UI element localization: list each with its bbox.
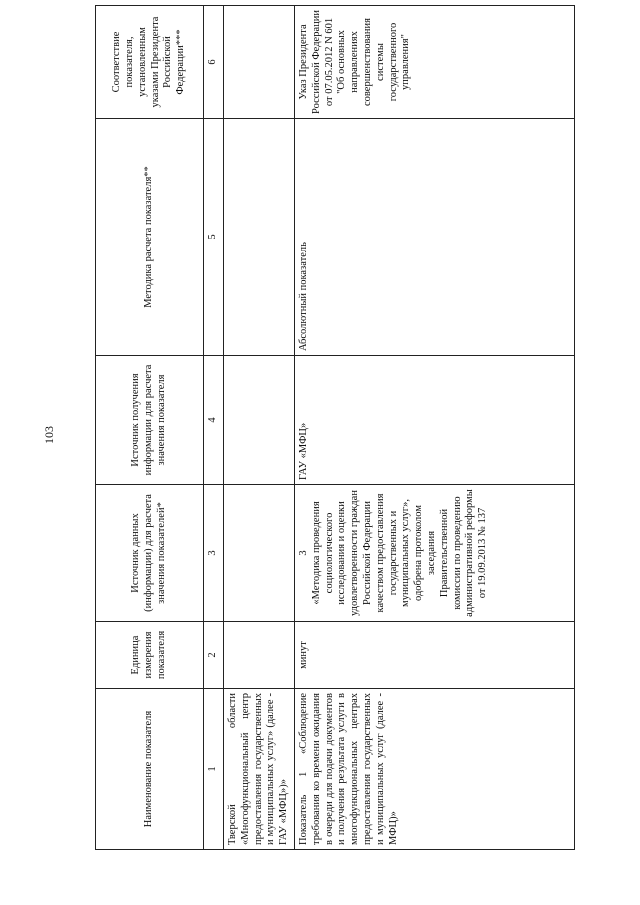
page-number: 103 [42, 426, 56, 444]
indicator-calc-method: Абсолютный показатель [294, 119, 574, 356]
header-decree-compliance: Соответствие показателя, установленным указами Президента Российской Федерации*** [96, 6, 204, 119]
indicator-unit: минут [294, 622, 574, 689]
empty-cell [224, 6, 295, 119]
column-number-row [204, 6, 224, 850]
header-unit: Единица измерения показателя [96, 622, 204, 689]
empty-cell [224, 622, 295, 689]
empty-cell [224, 119, 295, 356]
header-calc-method: Методика расчета показателя** [96, 119, 204, 356]
column-number: 2 [204, 622, 224, 689]
data-source-text: «Методика проведения социологического исследования и оценки удовлетворенности граждан Российской Федерации качеством предоставления государственных и муниципальных услуг», одобрена протоколом заседания Правительственной комиссии по проведению административной реформы от 19.09.2013 № 137 [310, 489, 489, 617]
column-number: 6 [204, 6, 224, 119]
empty-cell [224, 356, 295, 485]
data-source-number: 3 [297, 550, 309, 556]
empty-cell [224, 485, 295, 622]
column-number: 1 [204, 689, 224, 850]
indicator-data-source [294, 485, 574, 622]
section-title: Тверской области «Многофункциональный центр предоставления государственных и муниципальных услуг» (далее - ГАУ «МФЦ»)» [224, 689, 295, 850]
header-info-source: Источник получения информации для расчета значения показателя [96, 356, 204, 485]
header-row [96, 6, 204, 850]
indicator-name: Показатель 1 «Соблюдение требования ко времени ожидания в очереди для подачи документов и получения результата услуги в многофункциональных центрах предоставления государственных и муниципальных услуг (далее - МФЦ)» [294, 689, 574, 850]
rotated-table-wrapper [95, 10, 571, 850]
indicator-info-source: ГАУ «МФЦ» [294, 356, 574, 485]
section-row [224, 6, 295, 850]
header-indicator-name: Наименование показателя [96, 689, 204, 850]
indicators-table [95, 5, 575, 850]
indicator-decree-compliance: Указ Президента Российской Федерации от 07.05.2012 N 601 "Об основных направлениях совершенствования системы государственного управления" [294, 6, 574, 119]
column-number: 3 [204, 485, 224, 622]
header-data-source: Источник данных (информации) для расчета значения показателей* [96, 485, 204, 622]
indicator-row [294, 6, 574, 850]
column-number: 4 [204, 356, 224, 485]
column-number: 5 [204, 119, 224, 356]
